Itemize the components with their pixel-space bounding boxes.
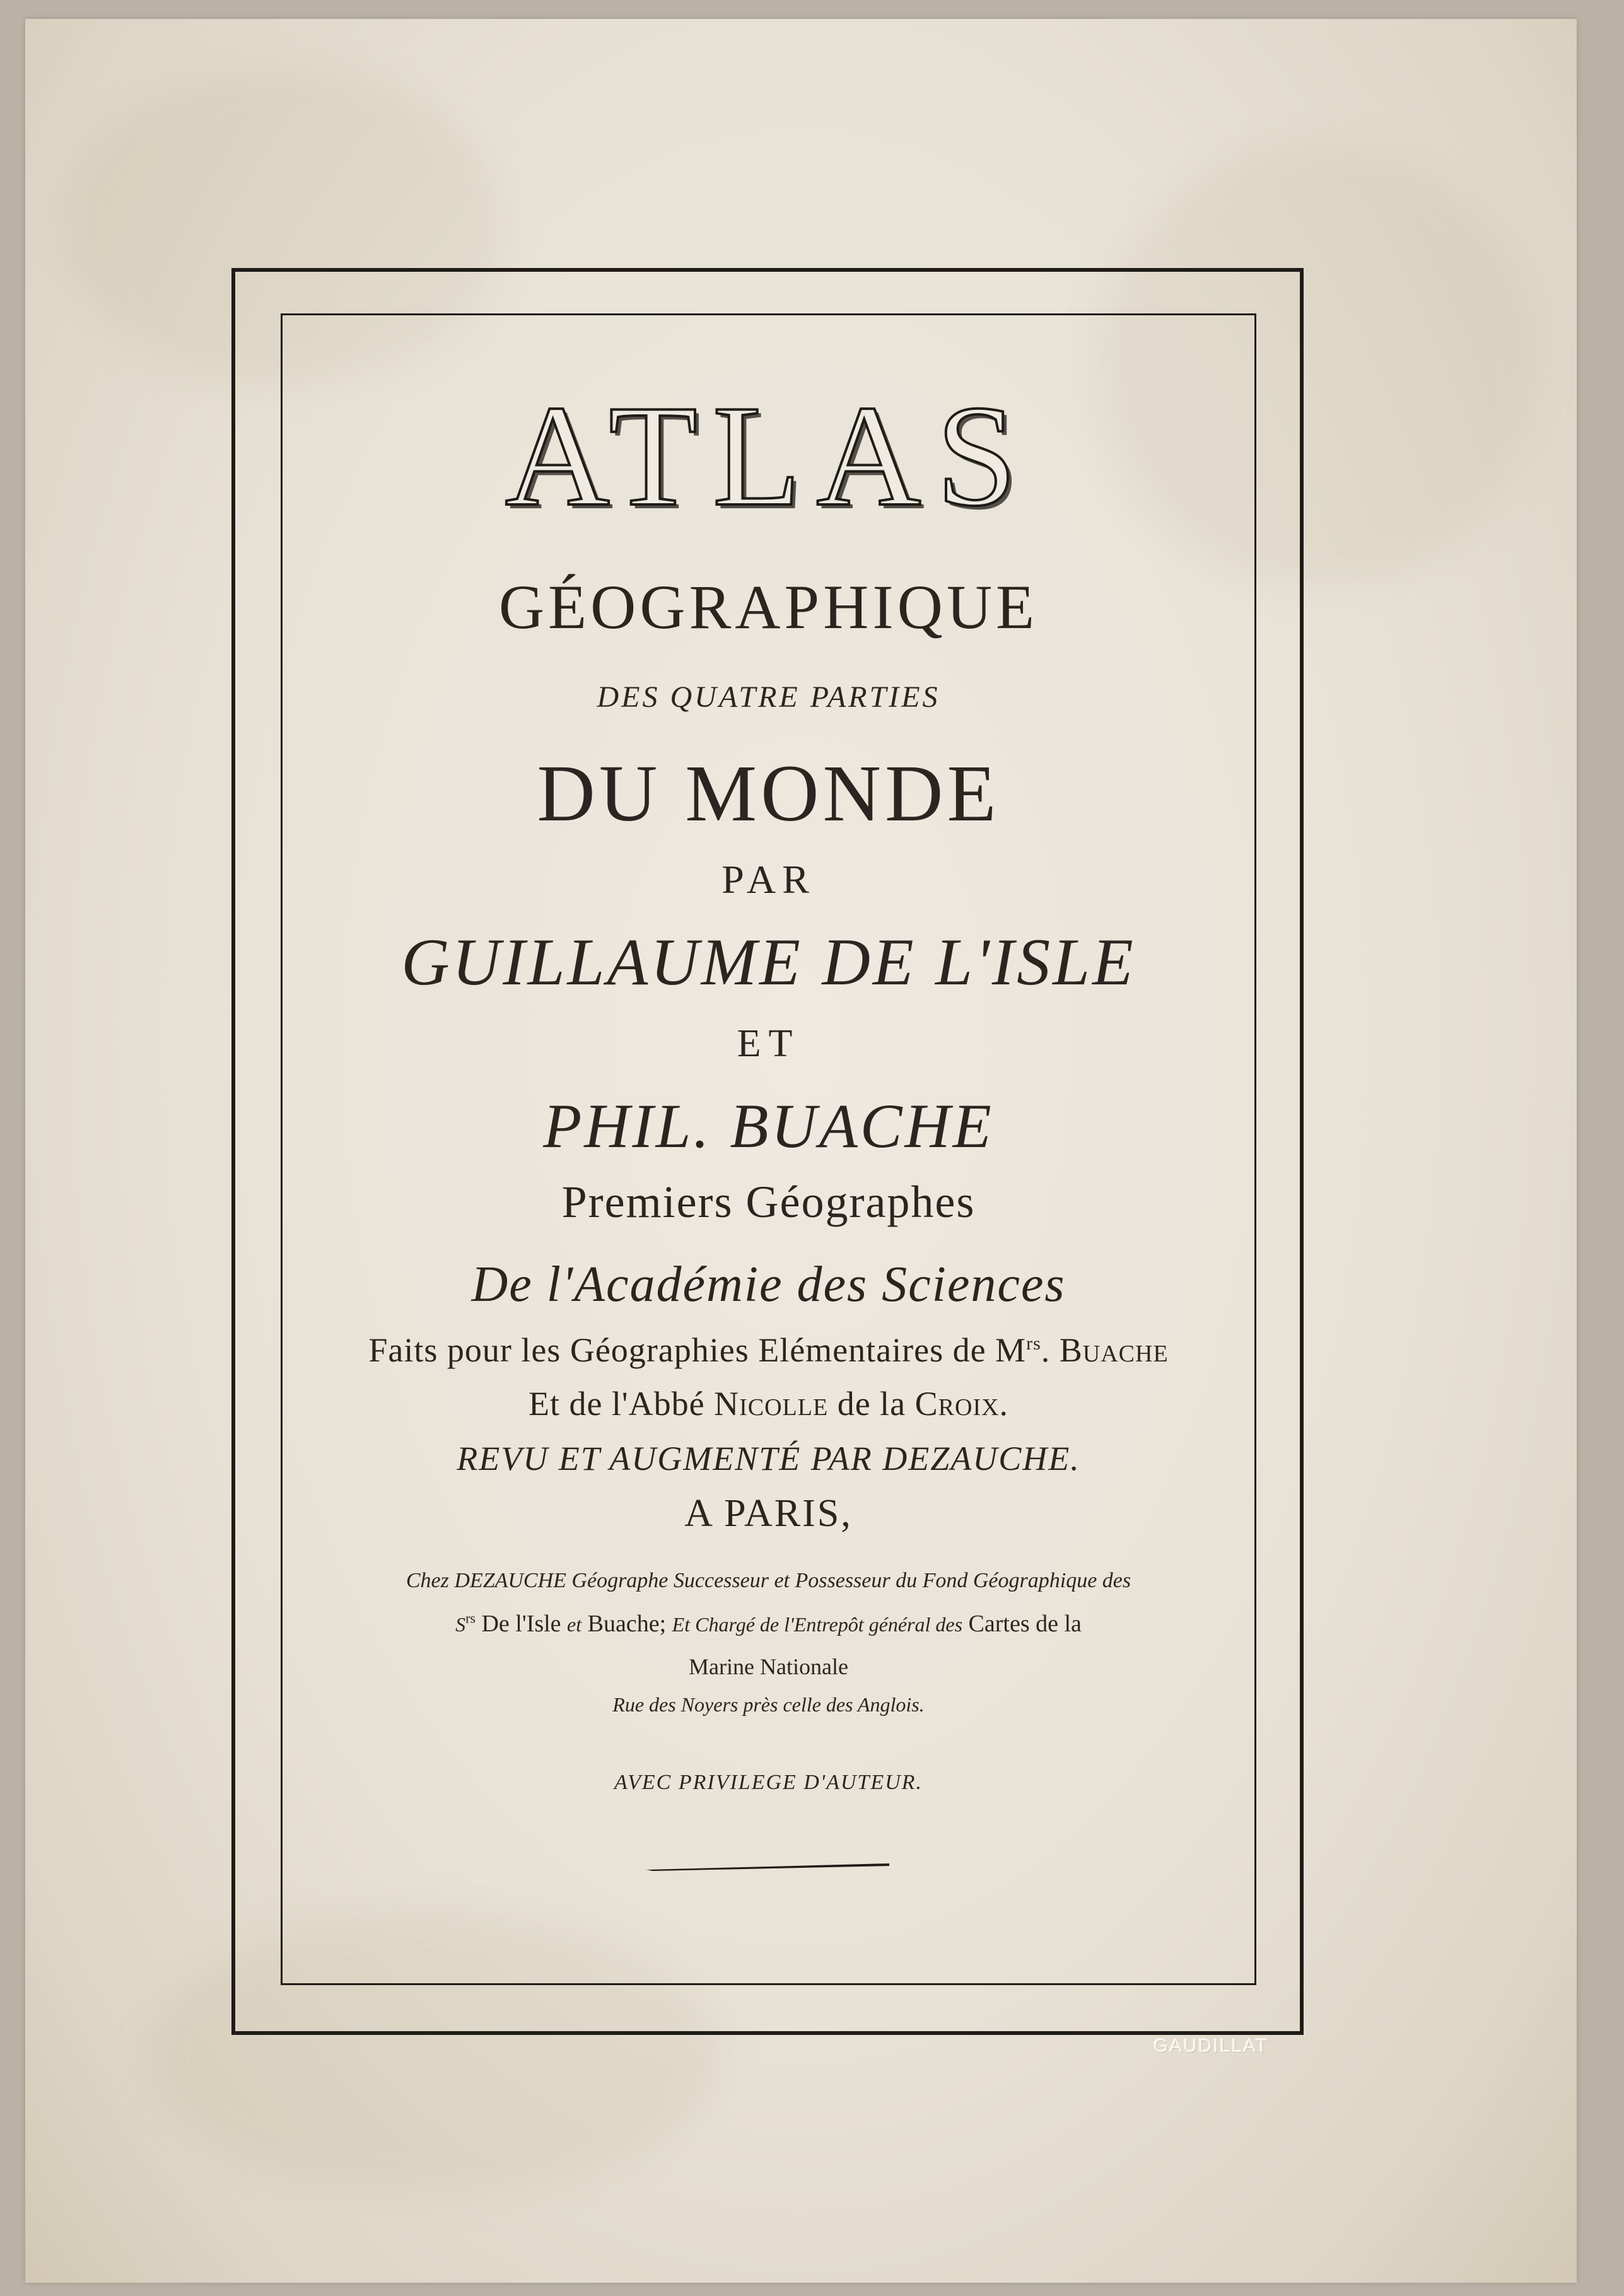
publisher-buache: Buache; — [587, 1611, 667, 1637]
academie-des-sciences: De l'Académie des Sciences — [471, 1257, 1066, 1312]
premiers-geographes: Premiers Géographes — [561, 1177, 976, 1227]
publisher-cartes: Cartes de la — [968, 1611, 1082, 1637]
subtitle-geographique: GÉOGRAPHIQUE — [498, 572, 1039, 642]
publisher-de-lisle: De l'Isle — [481, 1611, 561, 1637]
des-quatre-parties: DES QUATRE PARTIES — [597, 680, 940, 714]
publisher-line-3: Marine Nationale — [689, 1654, 848, 1679]
author-buache: PHIL. BUACHE — [543, 1091, 994, 1161]
par-text: PAR — [721, 857, 815, 902]
abbe-croix: Croix. — [914, 1385, 1009, 1423]
publisher-charge: Et Chargé de l'Entrepôt général des — [672, 1613, 963, 1636]
et-text: ET — [737, 1022, 800, 1065]
main-title: ATLAS — [505, 375, 1032, 536]
revu-augmente: REVU ET AUGMENTÉ PAR DEZAUCHE. — [457, 1440, 1080, 1477]
author-de-lisle: GUILLAUME DE L'ISLE — [401, 925, 1136, 999]
publisher-line-1: Chez DEZAUCHE Géographe Successeur et Possesseur du Fond Géographique des — [406, 1569, 1131, 1592]
publisher-sr: S — [455, 1613, 466, 1636]
publisher-et: et — [567, 1613, 582, 1636]
decorative-rule-stroke — [646, 1863, 889, 1871]
du-monde: DU MONDE — [537, 749, 1000, 838]
abbe-text: Et de l'Abbé — [528, 1385, 705, 1423]
abbe-de-la: de la — [837, 1385, 906, 1423]
faits-superscript: rs — [1026, 1333, 1041, 1354]
faits-pour-line: Faits pour les Géographies Elémentaires de $M^{rs}$. Buache — [368, 1331, 1169, 1369]
faits-text: Faits pour les Géographies Elémentaires de M — [368, 1331, 1027, 1369]
abbe-nicolle: Nicolle — [714, 1385, 829, 1423]
abbe-line — [281, 1384, 1256, 1423]
a-paris: A PARIS, — [684, 1492, 853, 1535]
faits-buache: Buache — [1059, 1331, 1169, 1369]
publisher-line-2 — [281, 1610, 1256, 1638]
decorative-rule — [646, 1863, 889, 1871]
publisher-sr-sup: rs — [465, 1610, 476, 1626]
avec-privilege: AVEC PRIVILEGE D'AUTEUR. — [614, 1771, 923, 1794]
publisher-line-4: Rue des Noyers près celle des Anglois. — [612, 1693, 925, 1716]
collector-stamp: GAUDILLAT — [1153, 2036, 1269, 2056]
